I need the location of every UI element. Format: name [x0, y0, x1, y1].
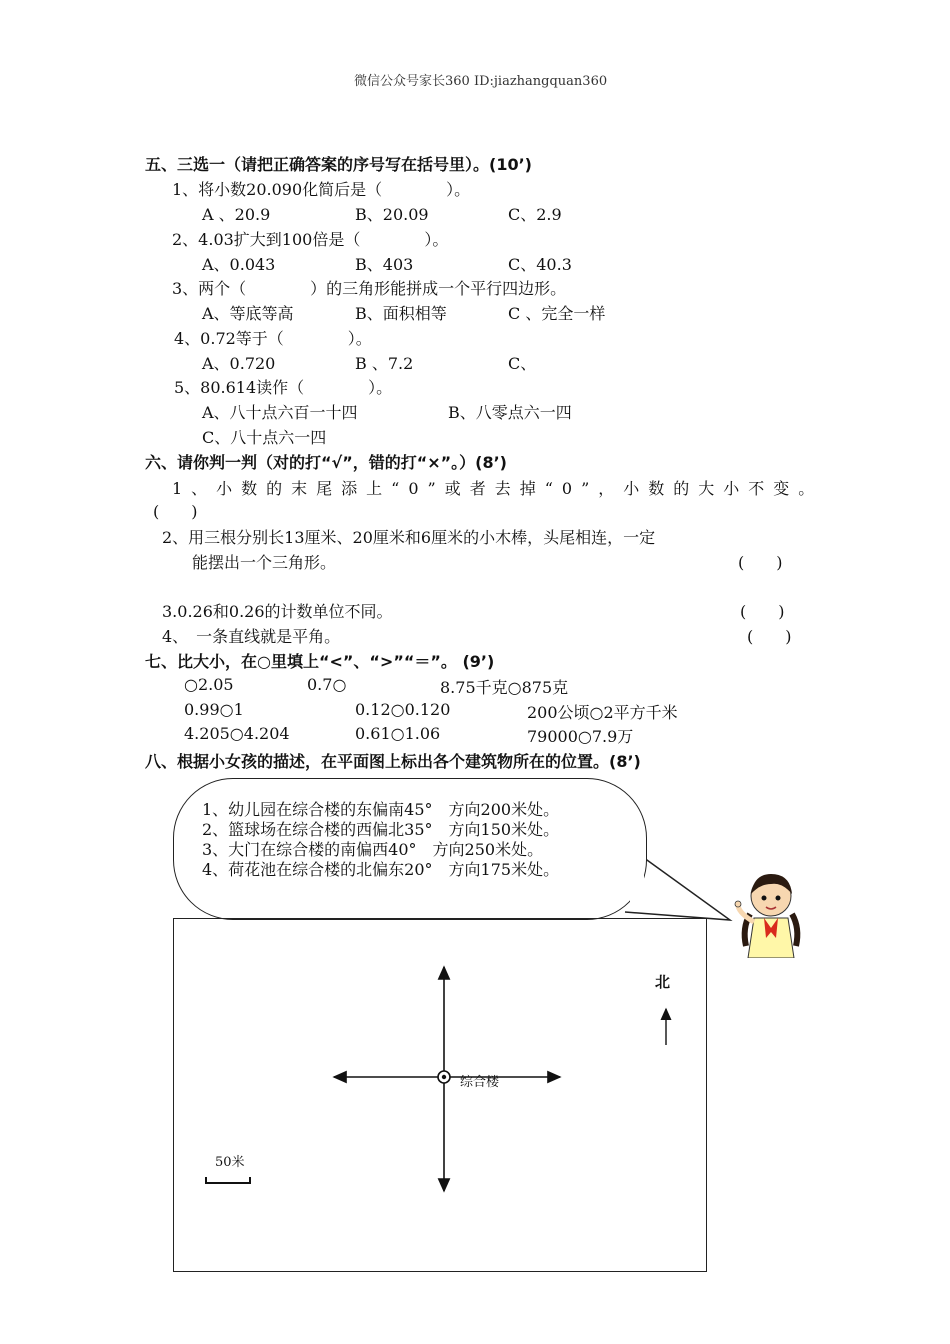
- s5-q3-option-b: B、面积相等: [355, 304, 447, 323]
- s7-r1-c2: 0.7○: [307, 675, 347, 694]
- description-line-4: 4、荷花池在综合楼的北偏东20° 方向175米处。: [202, 860, 560, 879]
- s6-question-3: 3.0.26和0.26的计数单位不同。: [162, 602, 393, 621]
- s5-q1-option-c: C、2.9: [508, 205, 562, 224]
- s5-q1-option-a: A 、20.9: [202, 205, 271, 224]
- s7-r2-c3: 200公顷○2平方千米: [527, 703, 678, 722]
- s5-q5-option-c: C、八十点六一四: [202, 428, 327, 447]
- s6-q2-answer-paren: ( ): [738, 553, 783, 572]
- description-line-1: 1、幼儿园在综合楼的东偏南45° 方向200米处。: [202, 800, 560, 819]
- s5-question-4: 4、0.72等于（ ）。: [174, 329, 372, 348]
- s5-q2-option-c: C、40.3: [508, 255, 572, 274]
- s5-q4-option-a: A、0.720: [202, 354, 276, 373]
- s7-r2-c1: 0.99○1: [184, 700, 244, 719]
- s5-q5-option-b: B、八零点六一四: [448, 403, 572, 422]
- s7-r2-c2: 0.12○0.120: [355, 700, 451, 719]
- s5-q3-option-c: C 、完全一样: [508, 304, 606, 323]
- section5-title: 五、三选一（请把正确答案的序号写在括号里）。(10’): [145, 155, 532, 174]
- s7-r1-c1: ○2.05: [184, 675, 234, 694]
- s5-question-2: 2、4.03扩大到100倍是（ ）。: [172, 230, 449, 249]
- s6-q4-answer-paren: ( ): [747, 627, 792, 646]
- description-line-3: 3、大门在综合楼的南偏西40° 方向250米处。: [202, 840, 544, 859]
- bubble-tail-mask: [600, 820, 740, 930]
- s5-question-1: 1、将小数20.090化简后是（ ）。: [172, 180, 471, 199]
- section8-title: 八、根据小女孩的描述，在平面图上标出各个建筑物所在的位置。(8’): [145, 752, 641, 771]
- s5-q4-option-b: B 、7.2: [355, 354, 414, 373]
- s5-q2-option-b: B、403: [355, 255, 414, 274]
- description-line-2: 2、篮球场在综合楼的西偏北35° 方向150米处。: [202, 820, 560, 839]
- s5-q1-option-b: B、20.09: [355, 205, 429, 224]
- s6-question-4: 4、 一条直线就是平角。: [162, 627, 341, 646]
- s5-q3-option-a: A、等底等高: [202, 304, 294, 323]
- girl-illustration: [730, 866, 814, 958]
- section6-title: 六、请你判一判（对的打“√”，错的打“×”。）(8’): [145, 453, 507, 472]
- s6-q3-answer-paren: ( ): [740, 602, 785, 621]
- s5-q4-option-c: C、: [508, 354, 537, 373]
- page-header: 微信公众号家长360 ID:jiazhangquan360: [354, 74, 608, 89]
- s5-q5-option-a: A、八十点六百一十四: [202, 403, 358, 422]
- section7-title: 七、比大小，在○里填上“<”、“>”“＝”。 (9’): [145, 652, 495, 671]
- compass-axes: [174, 919, 708, 1273]
- s7-r3-c1: 4.205○4.204: [184, 724, 290, 743]
- s7-r3-c2: 0.61○1.06: [355, 724, 441, 743]
- scale-label: 50米: [215, 1155, 245, 1170]
- s5-question-5: 5、80.614读作（ ）。: [174, 378, 393, 397]
- center-building-label: 综合楼: [460, 1075, 500, 1090]
- s5-q2-option-a: A、0.043: [202, 255, 276, 274]
- s6-q1-answer-paren: ( ): [153, 502, 198, 521]
- floor-plan: [173, 918, 707, 1272]
- north-label: 北: [655, 973, 671, 991]
- s6-question-2-line1: 2、用三根分别长13厘米、20厘米和6厘米的小木棒，头尾相连，一定: [162, 528, 656, 547]
- s5-question-3: 3、两个（ ）的三角形能拼成一个平行四边形。: [172, 279, 567, 298]
- s7-r1-c3: 8.75千克○875克: [440, 678, 569, 697]
- s6-question-1: 1、小数的末尾添上“0”或者去掉“0”，小数的大小不变。: [172, 479, 824, 498]
- s7-r3-c3: 79000○7.9万: [527, 727, 634, 746]
- s6-question-2-line2: 能摆出一个三角形。: [192, 553, 337, 572]
- girl-description: [202, 800, 559, 880]
